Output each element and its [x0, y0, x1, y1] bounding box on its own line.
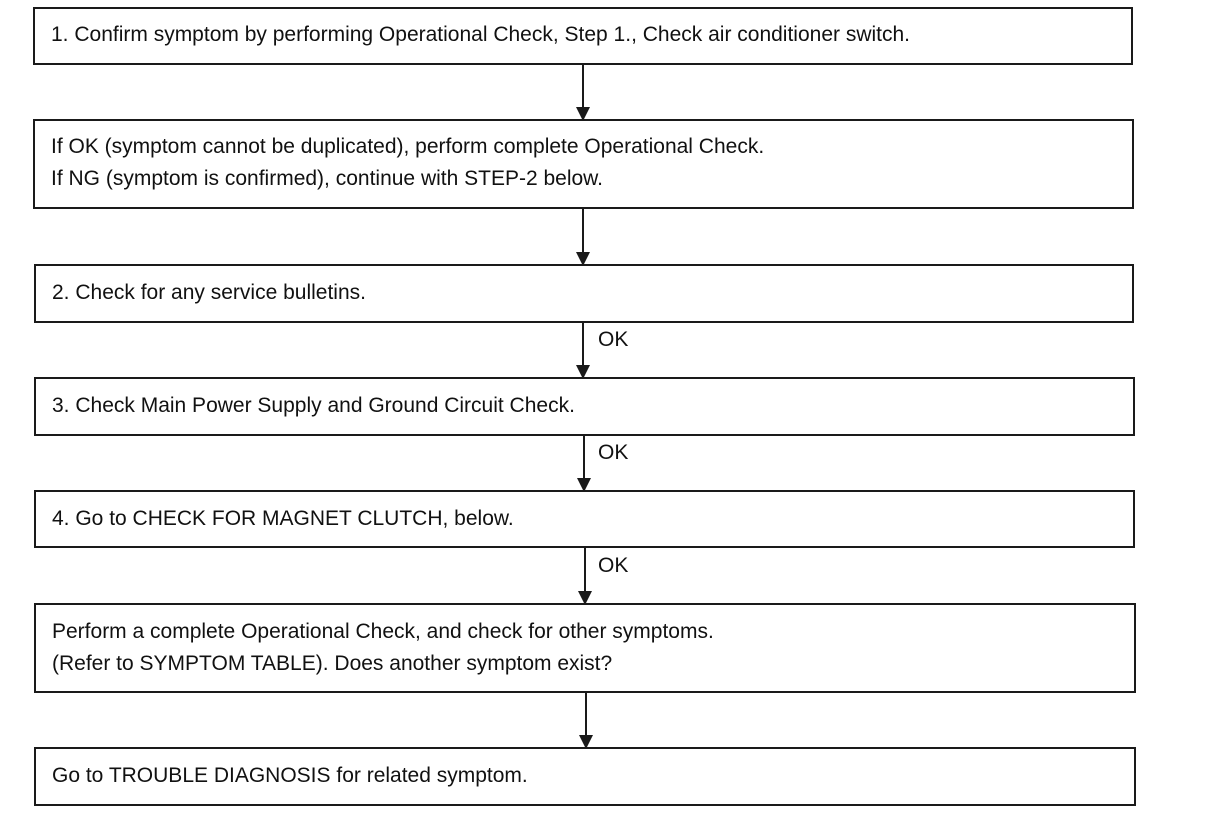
arrow-step3-to-step4 — [583, 436, 585, 490]
step-2-text: 2. Check for any service bulletins. — [52, 281, 366, 304]
arrow-result-to-step2 — [582, 209, 584, 264]
arrow-operational-check-to-diagnosis — [585, 693, 587, 747]
step-1-box — [33, 7, 1133, 65]
step-1-result-ok-text: If OK (symptom cannot be duplicated), perform complete Operational Check. — [51, 135, 765, 158]
symptom-table-question-text: (Refer to SYMPTOM TABLE). Does another symptom exist? — [52, 652, 613, 675]
ok-label-step3: OK — [598, 441, 629, 464]
step-4-box — [34, 490, 1135, 548]
step-2-box — [34, 264, 1134, 323]
trouble-diagnosis-text: Go to TROUBLE DIAGNOSIS for related symptom. — [52, 764, 528, 787]
arrow-step1-to-result — [582, 65, 584, 119]
trouble-diagnosis-box — [34, 747, 1136, 806]
operational-check-text: Perform a complete Operational Check, and check for other symptoms. — [52, 620, 714, 643]
step-3-box — [34, 377, 1135, 436]
step-1-result-box — [33, 119, 1134, 209]
step-4-text: 4. Go to CHECK FOR MAGNET CLUTCH, below. — [52, 507, 514, 530]
step-1-result-ng-text: If NG (symptom is confirmed), continue with STEP-2 below. — [51, 167, 604, 190]
ok-label-step2: OK — [598, 328, 629, 351]
ok-label-step4: OK — [598, 554, 629, 577]
step-3-text: 3. Check Main Power Supply and Ground Circuit Check. — [52, 394, 575, 417]
arrow-step2-to-step3 — [582, 323, 584, 377]
operational-check-box — [34, 603, 1136, 693]
step-1-text: 1. Confirm symptom by performing Operational Check, Step 1., Check air conditioner switch. — [51, 23, 911, 46]
arrow-step4-to-operational-check — [584, 548, 586, 603]
